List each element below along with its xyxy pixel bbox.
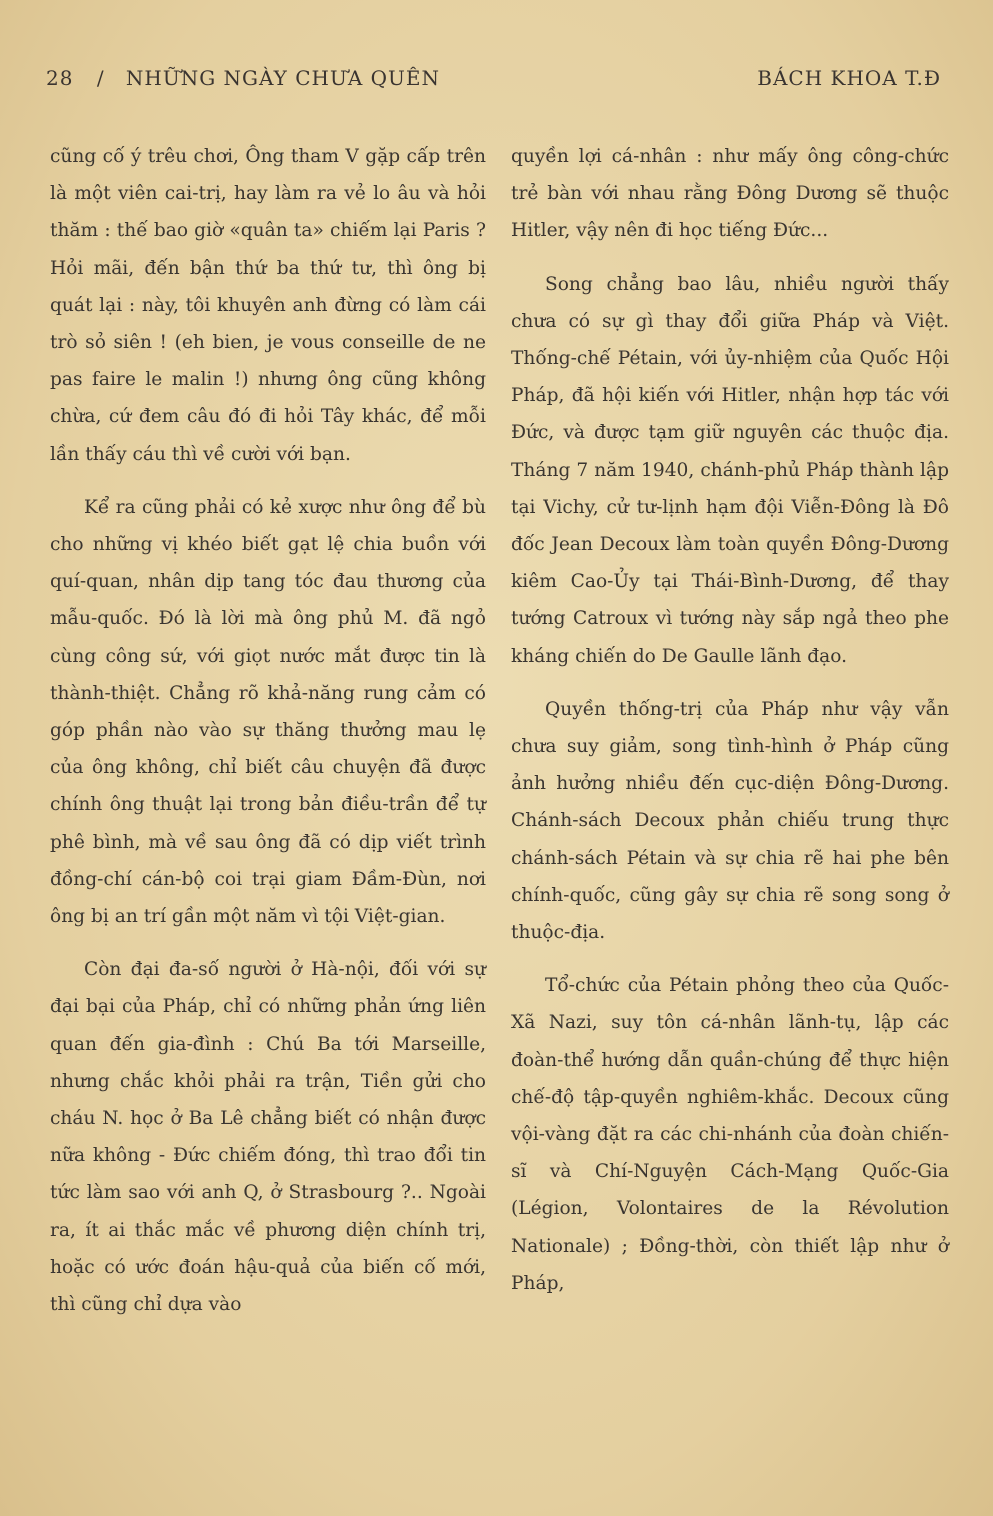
paragraph: Quyền thống-trị của Pháp như vậy vẫn chưa suy giảm, song tình-hình ở Pháp cũng ảnh hưởng nhiều đến cục-diện Đông-Dương. Chánh-sách Decoux phản chiếu trung thực chánh-sách Pétain và sự chia rẽ hai phe bên chính-quốc, cũng gây sự chia rẽ song song ở thuộc-địa. <box>511 698 949 944</box>
section-title: BÁCH KHOA T.Đ <box>757 66 941 90</box>
book-title: NHỮNG NGÀY CHƯA QUÊN <box>125 66 440 90</box>
page-number: 28 <box>46 66 74 90</box>
paragraph: Kể ra cũng phải có kẻ xược như ông để bù cho những vị khéo biết gạt lệ chia buồn với quí-quan, nhân dịp tang tóc đau thương của mẫu-quốc. Đó là lời mà ông phủ M. đã ngỏ cùng công sứ, với giọt nước mắt được tin là thành-thiệt. Chẳng rõ khả-năng rung cảm có góp phần nào vào sự thăng thưởng mau lẹ của ông không, chỉ biết câu chuyện đã được chính ông thuật lại trong bản điều-trần để tự phê bình, mà về sau ông đã có dịp viết trình đồng-chí cán-bộ coi trại giam Đầm-Đùn, nơi ông bị an trí gần một năm vì tội Việt-gian. <box>50 496 486 928</box>
header-separator: / <box>96 66 105 90</box>
left-column <box>50 138 486 1323</box>
header-left <box>46 66 440 90</box>
paragraph: Tổ-chức của Pétain phỏng theo của Quốc-Xã Nazi, suy tôn cá-nhân lãnh-tụ, lập các đoàn-thể hướng dẫn quần-chúng để thực hiện chế-độ tập-quyền nghiêm-khắc. Decoux cũng vội-vàng đặt ra các chi-nhánh của đoàn chiến-sĩ và Chí-Nguyện Cách-Mạng Quốc-Gia (Légion, Volontaires de la Révolution Nationale) ; Đồng-thời, còn thiết lập như ở Pháp, <box>511 975 949 1294</box>
paragraph: Còn đại đa-số người ở Hà-nội, đối với sự đại bại của Pháp, chỉ có những phản ứng liên quan đến gia-đình : Chú Ba tới Marseille, nhưng chắc khỏi phải ra trận, Tiền gửi cho cháu N. học ở Ba Lê chẳng biết có nhận được nữa không - Đức chiếm đóng, thì trao đổi tin tức làm sao với anh Q, ở Strasbourg ?.. Ngoài ra, ít ai thắc mắc về phương diện chính trị, hoặc có ước đoán hậu-quả của biến cố mới, thì cũng chỉ dựa vào <box>50 959 486 1316</box>
paragraph: quyền lợi cá-nhân : như mấy ông công-chức trẻ bàn với nhau rằng Đông Dương sẽ thuộc Hitler, vậy nên đi học tiếng Đức... <box>511 146 949 242</box>
paragraph: Song chẳng bao lâu, nhiều người thấy chưa có sự gì thay đổi giữa Pháp và Việt. Thống-chế Pétain, với ủy-nhiệm của Quốc Hội Pháp, đã hội kiến với Hitler, nhận hợp tác với Đức, và được tạm giữ nguyên các thuộc địa. Tháng 7 năm 1940, chánh-phủ Pháp thành lập tại Vichy, cử tư-lịnh hạm đội Viễn-Đông là Đô đốc Jean Decoux làm toàn quyền Đông-Dương kiêm Cao-Ủy tại Thái-Bình-Dương, để thay tướng Catroux vì tướng này sắp ngả theo phe kháng chiến do De Gaulle lãnh đạo. <box>511 273 949 667</box>
right-column <box>511 138 949 1302</box>
paragraph: cũng cố ý trêu chơi, Ông tham V gặp cấp trên là một viên cai-trị, hay làm ra vẻ lo âu và hỏi thăm : thế bao giờ «quân ta» chiếm lại Paris ? Hỏi mãi, đến bận thứ ba thứ tư, thì ông bị quát lại : này, tôi khuyên anh đừng có làm cái trò sỏ siên ! (eh bien, je vous conseille de ne pas faire le malin !) nhưng ông cũng không chừa, cứ đem câu đó đi hỏi Tây khác, để mỗi lần thấy cáu thì về cười với bạn. <box>50 146 486 465</box>
page-header <box>46 66 947 102</box>
